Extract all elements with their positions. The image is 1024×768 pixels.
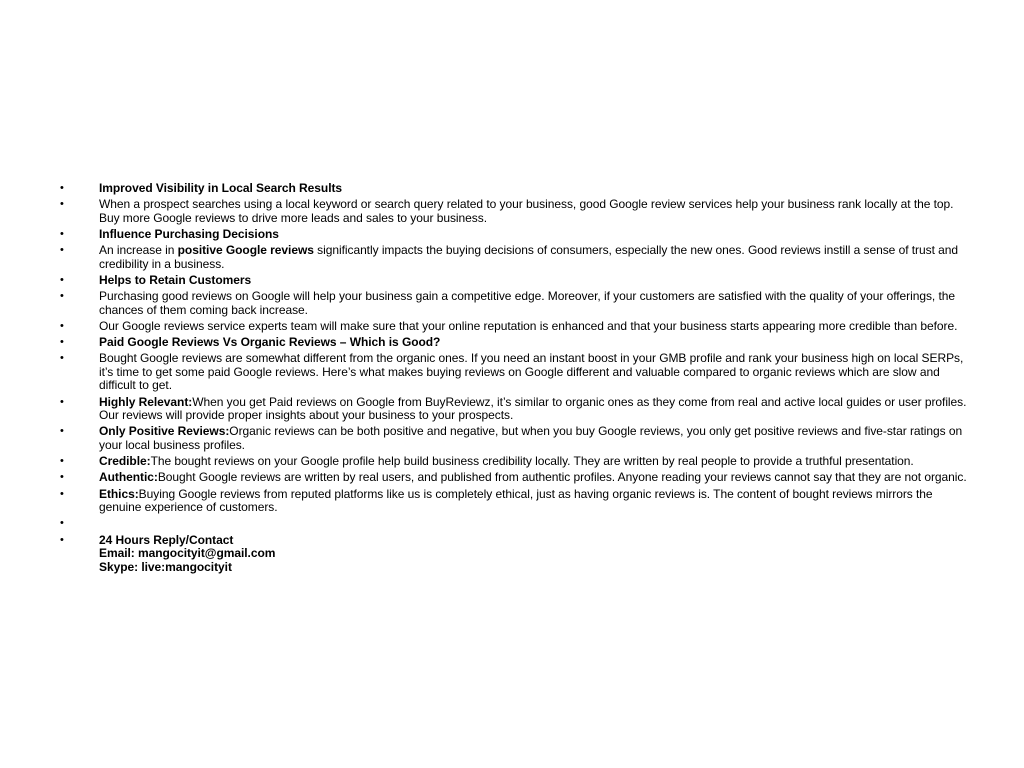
item-text: Our Google reviews service experts team will make sure that your online reputation is enhanced and that your business starts appearing more credible than before.	[99, 318, 958, 333]
item-text: Organic reviews can be both positive and negative, but when you buy Google reviews, you only get positive reviews and five-star ratings on your local business profiles.	[99, 424, 963, 453]
item-text-pre: An increase in	[99, 243, 178, 258]
item-text: Bought Google reviews are written by real users, and published from authentic profiles. Anyone reading your reviews cannot say that they are not organic.	[157, 470, 967, 485]
list-item	[58, 471, 970, 485]
item-heading: Highly Relevant:	[99, 394, 193, 409]
item-heading: Improved Visibility in Local Search Results	[99, 181, 343, 195]
list-item-empty	[58, 517, 970, 531]
bullet-icon: •	[60, 227, 64, 240]
contact-heading: 24 Hours Reply/Contact	[99, 532, 234, 547]
item-text: The bought reviews on your Google profile help build business credibility locally. They are written by real people to provide a truthful presentation.	[150, 454, 914, 469]
item-text: When a prospect searches using a local keyword or search query related to your business, good Google review services help your business rank locally at the top. Buy more Google reviews to drive more leads and sales to your business.	[99, 197, 954, 225]
list-item	[58, 488, 970, 515]
list-item	[58, 182, 970, 196]
bullet-icon: •	[60, 487, 64, 500]
list-item	[58, 274, 970, 288]
bullet-icon: •	[60, 244, 64, 257]
item-text: Bought Google reviews are somewhat different from the organic ones. If you need an instant boost in your GMB profile and rank your business high on local SERPs, it’s time to get some paid Google reviews. Here’s what makes buying reviews on Google different and valuable compared to organic reviews which are slow and difficult to get.	[99, 351, 964, 393]
bullet-icon: •	[60, 352, 64, 365]
item-text: Buying Google reviews from reputed platforms like us is completely ethical, just as having organic reviews is. The content of bought reviews mirrors the genuine experience of customers.	[99, 486, 933, 515]
bullet-icon: •	[60, 182, 64, 194]
bullet-icon: •	[60, 425, 64, 438]
bullet-icon: •	[60, 198, 64, 211]
item-text: Purchasing good reviews on Google will help your business gain a competitive edge. Moreover, if your customers are satisfied with the quality of your offerings, the chances of them coming back increase.	[99, 289, 956, 317]
item-keyword: positive Google reviews	[177, 243, 314, 258]
list-item	[58, 336, 970, 350]
contact-skype: Skype: live:mangocityit	[99, 559, 232, 574]
bullet-icon: •	[60, 273, 64, 286]
contact-email: Email: mangocityit@gmail.com	[99, 546, 276, 561]
bullet-icon: •	[60, 455, 64, 468]
bullet-icon: •	[60, 395, 64, 408]
bullet-icon: •	[60, 471, 64, 484]
list-item	[58, 396, 970, 423]
item-heading: Influence Purchasing Decisions	[99, 226, 279, 241]
contact-item	[58, 534, 970, 575]
list-item	[58, 290, 970, 317]
item-text: significantly impacts the buying decisions of consumers, especially the new ones. Good reviews instill a sense of trust and credibility in a business.	[99, 243, 959, 271]
list-item	[58, 244, 970, 271]
list-item	[58, 228, 970, 242]
bullet-icon: •	[60, 336, 64, 349]
list-item	[58, 352, 970, 393]
list-item	[58, 425, 970, 452]
list-item	[58, 198, 970, 225]
bullet-icon: •	[60, 517, 64, 530]
item-heading: Paid Google Reviews Vs Organic Reviews – Which is Good?	[99, 335, 441, 350]
bullet-icon: •	[60, 290, 64, 303]
list-item	[58, 455, 970, 469]
item-heading: Ethics:	[99, 486, 139, 501]
item-text: When you get Paid reviews on Google from BuyReviewz, it’s similar to organic ones as they come from real and active local guides or user profiles. Our reviews will provide proper insights about your business to your prospects.	[99, 394, 967, 423]
bullet-icon: •	[60, 533, 64, 546]
item-heading: Authentic:	[99, 470, 158, 485]
item-heading: Helps to Retain Customers	[99, 272, 252, 287]
list-item	[58, 320, 970, 334]
item-heading: Credible:	[99, 454, 151, 469]
item-heading: Only Positive Reviews:	[99, 424, 230, 439]
bullet-icon: •	[60, 319, 64, 332]
bullet-list	[58, 182, 970, 577]
